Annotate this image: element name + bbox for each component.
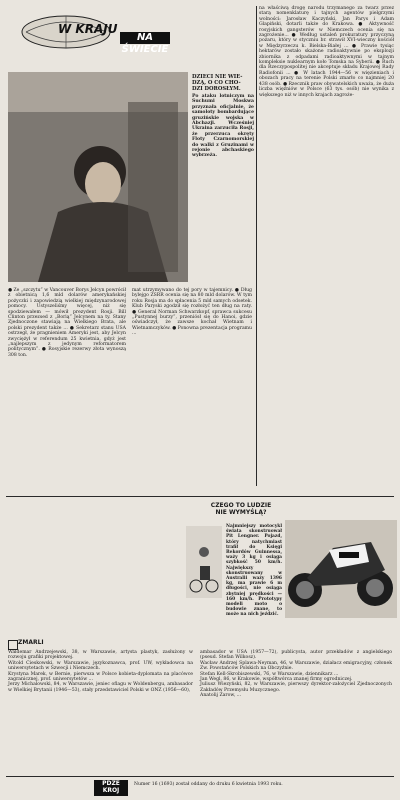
section-divider — [6, 496, 394, 497]
section-title-w-kraju: W KRAJU — [58, 22, 118, 36]
story-lead: DZIECI NIE WIE- DZĄ, O CO CHO- DZI DOROSŁYM. — [192, 74, 243, 92]
photo-large-motorcycle — [285, 520, 397, 618]
zmarli-title: ZMARLI — [18, 639, 44, 646]
story-body: Po ataku lotniczym na Suchumi Moskwa przyznała oficjalnie, że samoloty bombardujące gruzińskie wojska w Abchazji. Wcześniej Ukraina zarzuciła Rosji, że przerzuca okręty Floty Czarnomorskiej do walki z Gruzinami w rejonie abchaskiego wybrzeża. — [192, 94, 256, 159]
column-divider — [256, 6, 257, 486]
footer-issue-text: Numer 16 (1693) został oddany do druku 6 kwietnia 1993 roku. — [134, 782, 283, 787]
column-left-text: ● Ze „szczytu” w Vancouver Borys Jelcyn powrócił z obietnicą 1,6 mld dolarów amerykańskiej pożyczki i zapowiedzią wielkiej międzynarodowej pomocy. Ustyszeliśmy więcej, niż się spodziewałem — mówił prezydent Rosji. Bill Clinton przezsed z „Borią” Jelcynem na ty. Stany Zjednoczone stawiają na Wielkiego Brata, ale polski prezydent także ... ● Sekretarz stanu USA ostrzegł, że pragnieniem Ameryki jest, aby Jelcyn zwyciężył w referendum 25 kwietnia, gdyż jest „najlepszym z jedynym reformatorem politycznym”. ● Rosyjskie rezerwy złota wynoszą 308 ton. — [8, 288, 128, 358]
zmarli-icon — [8, 640, 18, 650]
czego-title: CZEGO TO LUDZIE NIE WYMYŚLĄ? — [210, 502, 272, 516]
column-right-text: na właściwą drogę narodu trzymanego za twarz przez starą nomenklaturę i tajnych agentów pielgrzymi wolności: Jarosław Kaczyński, Jan Parys i Adam Glapiński, dotarli także do Krakowa. ● Aktywność rosyjskich gangsterów w Niemczech ocenia się na zagrożenie... ● Według ustaleń prokuratury przyczyną pożaru, który w styczniu br. strawił XVI-wieczny kościół w Międzyrzeczu k. Bielska-Białej ... ● Prawie tysiąc hektarów zostało skażone radioaktywnie po eksplozji zbiornika z odpadami radioaktywnymi w tajnym kompleksie nuklearnym koło Tomska na Syberii. ● Ruch dla Rzeczypospolitej nie akceptuje składu Krajowej Rady Radiofonii ... ● W latach 1944—56 w więzieniach i obozach pracy na terenie Polski zmarło co najmniej 20 438 osób. ● Rzecznik praw obywatelskich uważa, że duża liczba więźniów w Polsce (63 tys. osób) nie wynika z większego niż w innych krajach zagroże- — [259, 6, 396, 98]
magazine-logo: PDZE KROJ — [94, 780, 128, 796]
zmarli-column-2: ambasador w USA (1957—72), publicysta, autor przekładów z angielskiego (pseud. Stefan Wilkosz). Wacław Andrzej Splawa-Neyman, 46, w Warszawie, działacz emigracyjny, członek Zw. Powstańców Polskich na Obczyźnie. Stefan Kell-Skrobiszewski, 76, w Warszawie, dziennikarz ... Jan Wegl, 86, w Krakowie, współtwórca znanej firmy ogrodniczej. Juliusz Wiezyński, 82, w Warszawie, pierwszy dyrektor-założyciel Zjednoczonych Zakładów Przemysłu Muzycznego. Anatolij Żarow, ... — [200, 650, 392, 699]
czego-body: Najmniejszy motocykl świata skonstruował Pit Lengner. Pojazd, który natychmiast trafił do Księgi Rekordów Guinnessa, waży 3 kg i osiąga szybkość 50 km/h. Największy skonstruowany w Australii waży 1396 kg, ma prawie 6 m długości, nie osiąga zbytniej prędkości — 160 km/h. Prototypy modeli moto o budowie znane, to może na nich jeździć. — [226, 524, 284, 618]
news-photo-child — [8, 72, 188, 282]
zmarli-column-1: Waldemar Andrzejewski, 38, w Warszawie, artysta plastyk, zasłużony w rozwoju grafiki projektowej. Witold Cieskowski, w Warszawie, językoznawca, prof. UW, wykładowca na uniwersytetach w Szwecji i Niemczech. Krystyna Marek, w Bernie, pierwsza w Polsce kobieta-dyplomata na placówce zagranicznej, prof. uniwersytetów ... Jerzy Michalowski, 84, w Warszawie, jeniec oflagu w Woldenbergu, ambasador w Wielkiej Brytanii (1946—53), stały przedstawiciel Polski w ONZ (1956—60), — [8, 650, 193, 693]
footer-divider — [6, 776, 394, 777]
photo-small-motorcycle — [186, 526, 222, 598]
section-title-na-swiecie: NA ŚWIECIE — [121, 32, 169, 55]
column-middle-text: mat utrzymywano do tej pory w tajemnicy. ● Dług bylejgo ZSRR ocenia się na 80 mld dolarów. W tym roku Rosja ma do spłacenia 5 mld samych odsetek. Klub Paryski zgodził się rozłożyć ten dług na raty. ● General Norman Schwarzkopf, sprawca sukcesu „Pustynnej burzy”, przeniósł się do Hanoi, gdzie oświadczył, że zawsze kochał Wietnam i Wietnamczyków. ● Ponowna prezentacja programu ... — [132, 288, 254, 337]
